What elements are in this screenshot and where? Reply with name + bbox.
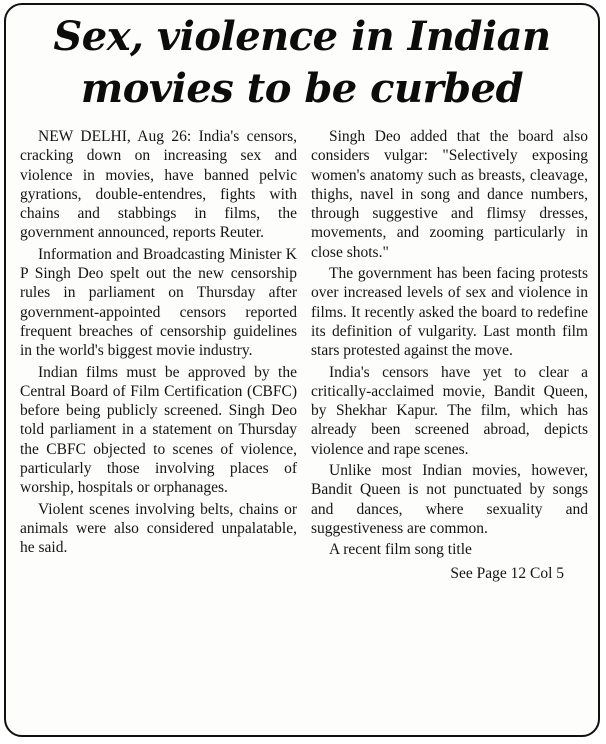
right-column: [311, 127, 588, 727]
paragraph: India's censors have yet to clear a critically-acclaimed movie, Bandit Queen, by Shekhar Kapur. The film, which has already been screened abroad, depicts violence and rape scenes.: [311, 363, 588, 458]
continued-reference: See Page 12 Col 5: [450, 564, 564, 582]
paragraph: Information and Broadcasting Minister K P Singh Deo spelt out the new censorship rules in parliament on Thursday after government-appointed censors reported frequent breaches of censorship guidelines in the world's biggest movie industry.: [20, 245, 297, 360]
left-column: [20, 127, 297, 727]
paragraph: The government has been facing protests over increased levels of sex and violence in films. It recently asked the board to redefine its definition of vulgarity. Last month film stars protested against the move.: [311, 265, 588, 360]
paragraph: Singh Deo added that the board also considers vulgar: "Selectively exposing women's anatomy such as breasts, cleavage, thighs, navel in song and dance numbers, through suggestive and flimsy dresses, movements, and zooming particularly in close shots.": [311, 128, 588, 261]
paragraph: NEW DELHI, Aug 26: India's censors, cracking down on increasing sex and violence in movies, have banned pelvic gyrations, double-entendres, fights with chains and stabbings in films, the government announced, reports Reuter.: [20, 128, 297, 242]
headline-line-1: Sex, violence in Indian: [53, 13, 551, 60]
paragraph: Unlike most Indian movies, however, Bandit Queen is not punctuated by songs and dances, where sexuality and suggestiveness are common.: [311, 462, 588, 537]
news-clipping: [4, 3, 600, 737]
headline-line-2: movies to be curbed: [80, 65, 524, 112]
article-body: [20, 127, 588, 727]
paragraph: A recent film song title: [329, 541, 472, 559]
paragraph: Indian films must be approved by the Central Board of Film Certification (CBFC) before being publicly screened. Singh Deo told parliament in a statement on Thursday the CBFC objected to scenes of violence, particularly those involving places of worship, hospitals or orphanages.: [20, 363, 297, 497]
paragraph: Violent scenes involving belts, chains or animals were also considered unpalatable, he said.: [20, 500, 297, 557]
headline: [14, 11, 590, 115]
